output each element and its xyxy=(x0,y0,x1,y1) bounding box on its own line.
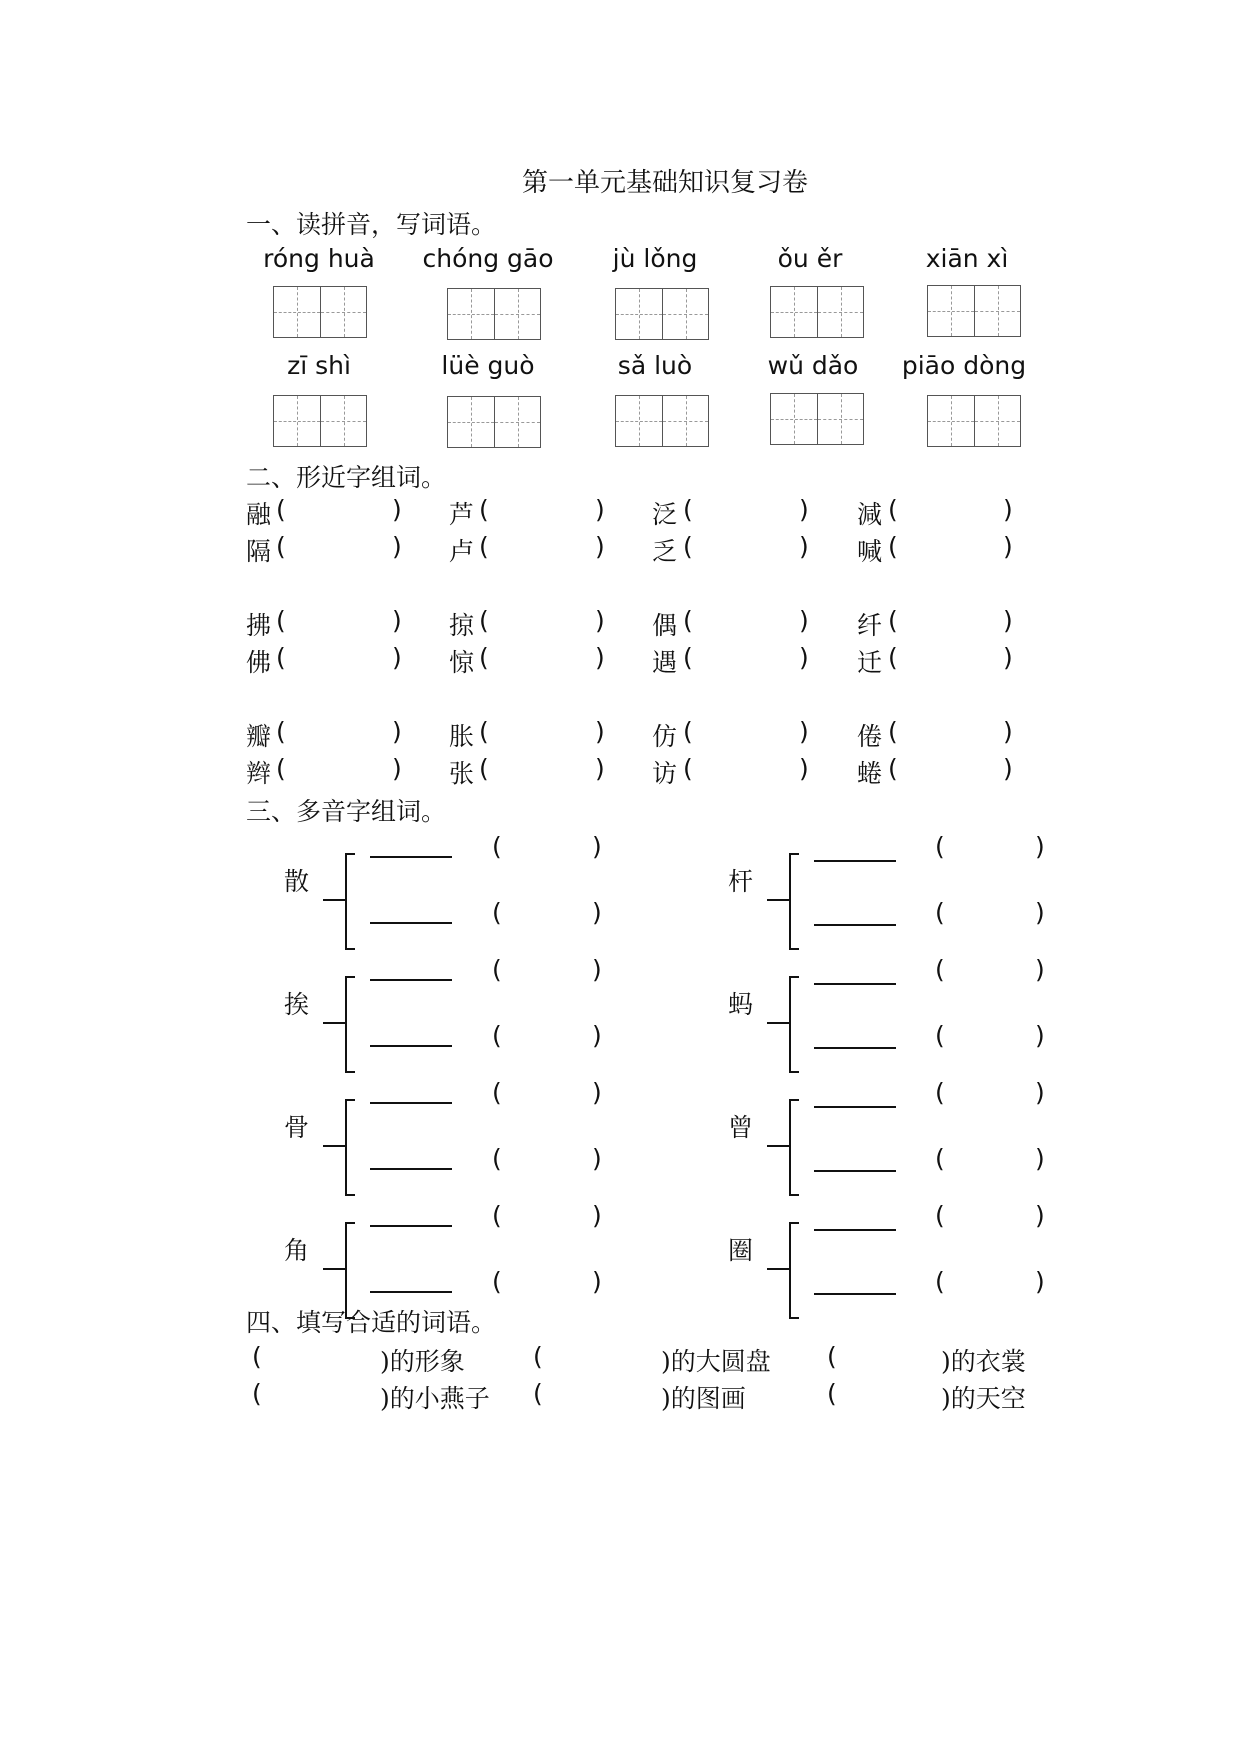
answer-blank[interactable] xyxy=(814,860,896,862)
brace-tick xyxy=(767,899,791,901)
answer-blank[interactable] xyxy=(370,1168,452,1170)
answer-blank[interactable] xyxy=(370,1102,452,1104)
similar-char: 泛 xyxy=(652,500,678,529)
brace xyxy=(789,853,799,950)
brace-tick xyxy=(767,1022,791,1024)
pinyin-1-2: chóng gāo xyxy=(422,244,554,273)
page-title: 第一单元基础知识复习卷 xyxy=(521,168,808,198)
similar-char: 融 xyxy=(246,500,272,529)
paren-open: ( xyxy=(492,1144,502,1173)
brace xyxy=(345,853,355,950)
paren-close: ) xyxy=(799,606,809,635)
answer-blank[interactable] xyxy=(370,856,452,858)
answer-blank[interactable] xyxy=(370,1225,452,1227)
writing-grid[interactable] xyxy=(447,288,541,340)
similar-char: 喊 xyxy=(857,537,883,566)
similar-char: 掠 xyxy=(449,611,475,640)
paren-close: ) xyxy=(1003,754,1013,783)
paren-open: ( xyxy=(888,495,898,524)
paren-open: ( xyxy=(479,717,489,746)
paren-close: ) xyxy=(1003,717,1013,746)
brace-tick xyxy=(767,1145,791,1147)
answer-blank[interactable] xyxy=(814,1106,896,1108)
paren-open: ( xyxy=(935,1267,945,1296)
answer-blank[interactable] xyxy=(814,983,896,985)
pinyin-1-4: ǒu ěr xyxy=(777,244,843,273)
paren-close: ) xyxy=(799,495,809,524)
similar-char: 倦 xyxy=(857,722,883,751)
paren-open: ( xyxy=(888,754,898,783)
writing-grid[interactable] xyxy=(273,395,367,447)
brace-tick xyxy=(323,1022,347,1024)
paren-close: ) xyxy=(1003,532,1013,561)
paren-close: ) xyxy=(595,717,605,746)
paren-close: ) xyxy=(799,532,809,561)
paren-open: ( xyxy=(888,606,898,635)
paren-close: ) xyxy=(595,754,605,783)
paren-open: ( xyxy=(479,606,489,635)
section-3-heading: 三、多音字组词。 xyxy=(246,797,447,826)
similar-char: 減 xyxy=(857,500,883,529)
paren-open: ( xyxy=(683,532,693,561)
paren-close: ) xyxy=(595,495,605,524)
brace xyxy=(789,976,799,1073)
paren-open: ( xyxy=(683,754,693,783)
paren-close: ) xyxy=(392,643,402,672)
paren-open: ( xyxy=(479,532,489,561)
paren-open: ( xyxy=(479,643,489,672)
section-4-heading: 四、填写合适的词语。 xyxy=(246,1308,497,1337)
writing-grid[interactable] xyxy=(927,395,1021,447)
paren-close: ) xyxy=(1035,1021,1045,1050)
paren-open: ( xyxy=(492,1267,502,1296)
writing-grid[interactable] xyxy=(770,393,864,445)
paren-open: ( xyxy=(935,898,945,927)
paren-close: ) xyxy=(592,1078,602,1107)
similar-char: 蜷 xyxy=(857,759,883,788)
paren-close: ) xyxy=(592,1201,602,1230)
similar-char: 仿 xyxy=(652,722,678,751)
paren-open: ( xyxy=(252,1342,262,1371)
paren-open: ( xyxy=(683,643,693,672)
paren-open: ( xyxy=(935,832,945,861)
writing-grid[interactable] xyxy=(770,286,864,338)
paren-close: ) xyxy=(392,754,402,783)
paren-open: ( xyxy=(827,1342,837,1371)
paren-open: ( xyxy=(276,532,286,561)
writing-grid[interactable] xyxy=(615,288,709,340)
answer-blank[interactable] xyxy=(370,922,452,924)
paren-open: ( xyxy=(276,643,286,672)
paren-close: ) xyxy=(392,532,402,561)
pinyin-1-3: jù lǒng xyxy=(612,244,698,273)
paren-open: ( xyxy=(935,1021,945,1050)
pinyin-2-4: wǔ dǎo xyxy=(767,351,859,380)
paren-open: ( xyxy=(276,495,286,524)
similar-char: 访 xyxy=(652,759,678,788)
brace xyxy=(345,1099,355,1196)
similar-char: 纤 xyxy=(857,611,883,640)
paren-open: ( xyxy=(683,717,693,746)
paren-close: ) xyxy=(1035,955,1045,984)
paren-open: ( xyxy=(935,1078,945,1107)
paren-close: ) xyxy=(595,606,605,635)
paren-open: ( xyxy=(888,532,898,561)
paren-open: ( xyxy=(888,643,898,672)
paren-close: ) xyxy=(392,717,402,746)
paren-open: ( xyxy=(479,754,489,783)
pinyin-2-3: sǎ luò xyxy=(617,351,693,380)
similar-char: 遇 xyxy=(652,648,678,677)
similar-char: 迁 xyxy=(857,648,883,677)
brace xyxy=(345,976,355,1073)
paren-open: ( xyxy=(683,606,693,635)
paren-close: ) xyxy=(1035,1144,1045,1173)
paren-open: ( xyxy=(276,606,286,635)
paren-open: ( xyxy=(276,754,286,783)
paren-close: ) xyxy=(592,1144,602,1173)
paren-open: ( xyxy=(683,495,693,524)
writing-grid[interactable] xyxy=(615,395,709,447)
paren-open: ( xyxy=(533,1342,543,1371)
section-1-heading: 一、读拼音，写词语。 xyxy=(246,210,497,239)
answer-blank[interactable] xyxy=(370,979,452,981)
paren-close: ) xyxy=(799,717,809,746)
fill-phrase: )的衣裳 xyxy=(941,1347,1026,1376)
paren-open: ( xyxy=(935,1201,945,1230)
paren-open: ( xyxy=(479,495,489,524)
fill-phrase: )的小燕子 xyxy=(380,1384,490,1413)
similar-char: 惊 xyxy=(449,648,475,677)
polyphonic-char: 蚂 xyxy=(728,990,754,1019)
brace xyxy=(789,1099,799,1196)
writing-grid[interactable] xyxy=(447,396,541,448)
paren-close: ) xyxy=(592,1267,602,1296)
pinyin-2-2: lüè guò xyxy=(441,351,535,380)
brace xyxy=(789,1222,799,1319)
paren-close: ) xyxy=(1035,1267,1045,1296)
answer-blank[interactable] xyxy=(814,1293,896,1295)
paren-close: ) xyxy=(799,754,809,783)
paren-open: ( xyxy=(492,832,502,861)
paren-close: ) xyxy=(595,643,605,672)
paren-close: ) xyxy=(592,955,602,984)
fill-phrase: )的天空 xyxy=(941,1384,1026,1413)
answer-blank[interactable] xyxy=(814,1229,896,1231)
similar-char: 乏 xyxy=(652,537,678,566)
paren-close: ) xyxy=(392,606,402,635)
similar-char: 芦 xyxy=(449,500,475,529)
paren-close: ) xyxy=(1035,1201,1045,1230)
answer-blank[interactable] xyxy=(370,1291,452,1293)
similar-char: 拂 xyxy=(246,611,272,640)
paren-close: ) xyxy=(799,643,809,672)
answer-blank[interactable] xyxy=(814,1047,896,1049)
similar-char: 偶 xyxy=(652,611,678,640)
similar-char: 卢 xyxy=(449,537,475,566)
polyphonic-char: 圈 xyxy=(728,1236,754,1265)
writing-grid[interactable] xyxy=(927,285,1021,337)
fill-phrase: )的大圆盘 xyxy=(661,1347,771,1376)
pinyin-1-5: xiān xì xyxy=(925,244,1009,273)
paren-open: ( xyxy=(252,1379,262,1408)
similar-char: 隔 xyxy=(246,537,272,566)
brace-tick xyxy=(323,899,347,901)
similar-char: 佛 xyxy=(246,648,272,677)
paren-close: ) xyxy=(1035,1078,1045,1107)
paren-open: ( xyxy=(533,1379,543,1408)
paren-open: ( xyxy=(935,1144,945,1173)
similar-char: 张 xyxy=(449,759,475,788)
paren-close: ) xyxy=(392,495,402,524)
paren-open: ( xyxy=(492,898,502,927)
similar-char: 胀 xyxy=(449,722,475,751)
paren-open: ( xyxy=(492,1078,502,1107)
fill-phrase: )的形象 xyxy=(380,1347,465,1376)
paren-open: ( xyxy=(276,717,286,746)
paren-close: ) xyxy=(592,1021,602,1050)
paren-close: ) xyxy=(1035,832,1045,861)
pinyin-2-1: zī shì xyxy=(287,351,351,380)
similar-char: 辫 xyxy=(246,759,272,788)
paren-close: ) xyxy=(1003,495,1013,524)
paren-close: ) xyxy=(1035,898,1045,927)
paren-open: ( xyxy=(492,1021,502,1050)
paren-open: ( xyxy=(492,955,502,984)
paren-open: ( xyxy=(827,1379,837,1408)
paren-close: ) xyxy=(592,898,602,927)
pinyin-1-1: róng huà xyxy=(263,244,375,273)
answer-blank[interactable] xyxy=(814,924,896,926)
paren-close: ) xyxy=(1003,643,1013,672)
brace-tick xyxy=(767,1268,791,1270)
polyphonic-char: 骨 xyxy=(284,1113,310,1142)
paren-close: ) xyxy=(1003,606,1013,635)
paren-close: ) xyxy=(595,532,605,561)
polyphonic-char: 曾 xyxy=(728,1113,754,1142)
paren-open: ( xyxy=(492,1201,502,1230)
paren-open: ( xyxy=(935,955,945,984)
fill-phrase: )的图画 xyxy=(661,1384,746,1413)
polyphonic-char: 挨 xyxy=(284,990,310,1019)
brace-tick xyxy=(323,1145,347,1147)
brace-tick xyxy=(323,1268,347,1270)
polyphonic-char: 角 xyxy=(284,1236,310,1265)
answer-blank[interactable] xyxy=(370,1045,452,1047)
writing-grid[interactable] xyxy=(273,286,367,338)
polyphonic-char: 杆 xyxy=(728,867,754,896)
paren-open: ( xyxy=(888,717,898,746)
pinyin-2-5: piāo dòng xyxy=(901,351,1027,380)
paren-close: ) xyxy=(592,832,602,861)
similar-char: 瓣 xyxy=(246,722,272,751)
section-2-heading: 二、形近字组词。 xyxy=(246,463,447,492)
polyphonic-char: 散 xyxy=(284,867,310,896)
answer-blank[interactable] xyxy=(814,1170,896,1172)
